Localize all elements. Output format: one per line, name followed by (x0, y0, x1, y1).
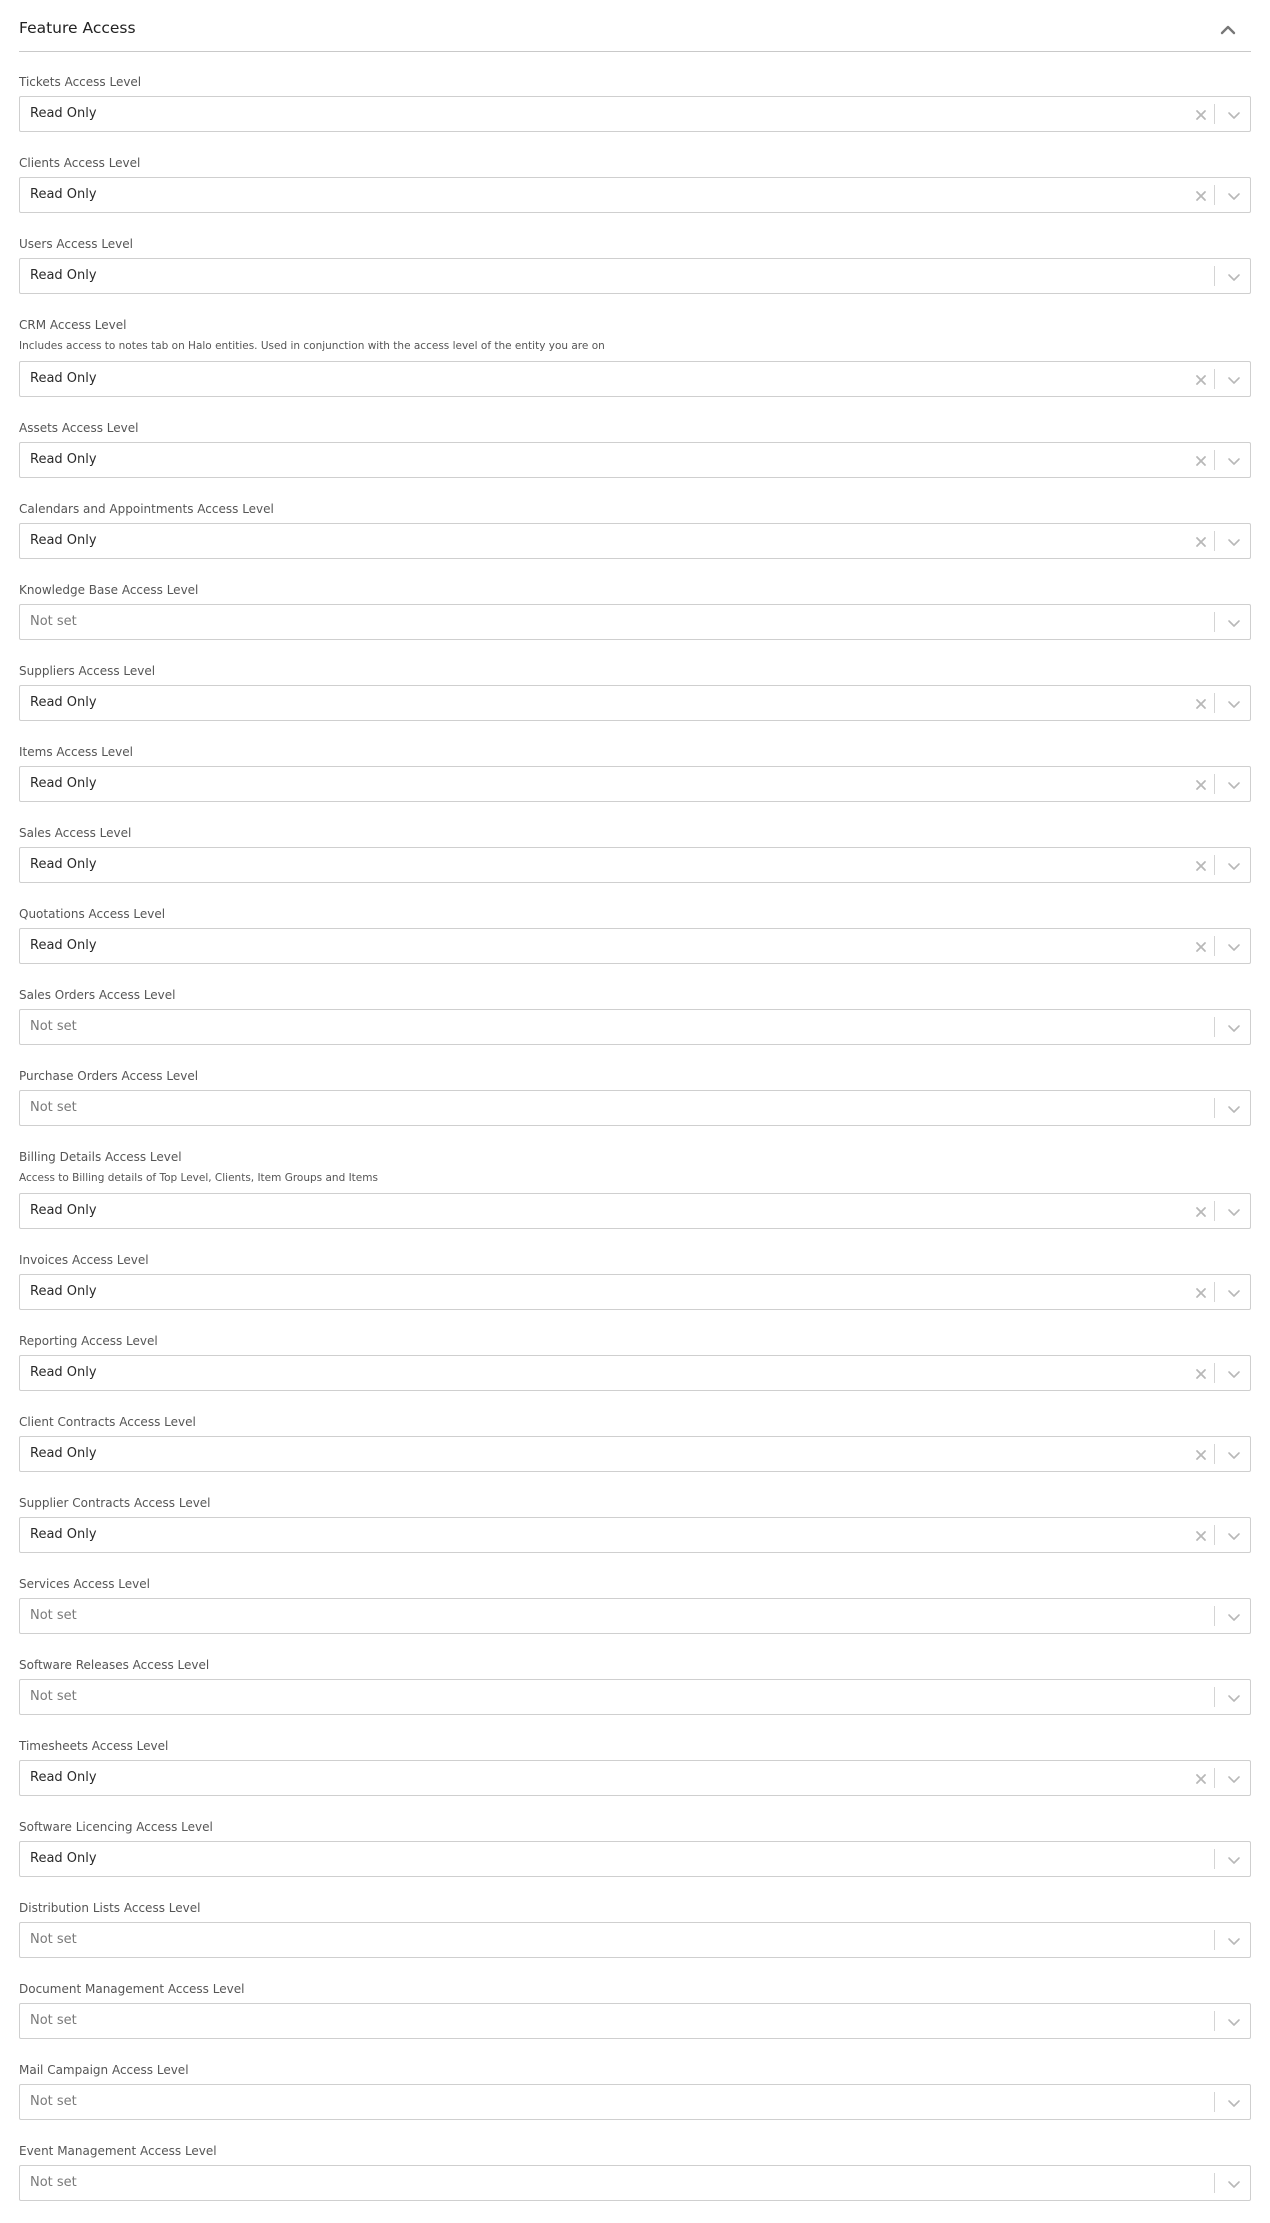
access-level-select[interactable] (19, 1679, 1251, 1715)
access-level-select[interactable] (19, 442, 1251, 478)
indicator-separator (1214, 104, 1215, 124)
field-label: Billing Details Access Level (19, 1150, 182, 1164)
field-label: Sales Orders Access Level (19, 988, 176, 1002)
field-label: Items Access Level (19, 745, 133, 759)
selected-value: Read Only (30, 1446, 97, 1461)
access-level-field-16 (19, 1311, 1251, 1392)
indicator-separator (1214, 855, 1215, 875)
indicator-separator (1214, 612, 1215, 632)
selected-value: Read Only (30, 268, 97, 283)
indicator-separator (1214, 936, 1215, 956)
field-label: Sales Access Level (19, 826, 132, 840)
selected-value: Not set (30, 1689, 77, 1704)
clear-x-icon[interactable] (1194, 372, 1208, 386)
field-label: Document Management Access Level (19, 1982, 245, 1996)
chevron-down-icon[interactable] (1226, 1020, 1242, 1034)
indicator-separator (1214, 266, 1215, 286)
access-level-select[interactable] (19, 258, 1251, 294)
access-level-select[interactable] (19, 685, 1251, 721)
field-label: Supplier Contracts Access Level (19, 1496, 211, 1510)
indicator-separator (1214, 1444, 1215, 1464)
chevron-down-icon[interactable] (1226, 107, 1242, 121)
clear-x-icon[interactable] (1194, 1204, 1208, 1218)
indicator-separator (1214, 1606, 1215, 1626)
chevron-down-icon[interactable] (1226, 1933, 1242, 1947)
field-label: Event Management Access Level (19, 2144, 217, 2158)
access-level-fields (19, 52, 1251, 2202)
access-level-field-21 (19, 1716, 1251, 1797)
access-level-field-12 (19, 965, 1251, 1046)
selected-value: Not set (30, 1019, 77, 1034)
indicator-separator (1214, 1930, 1215, 1950)
selected-value: Read Only (30, 1527, 97, 1542)
access-level-field-3 (19, 214, 1251, 295)
chevron-down-icon[interactable] (1226, 696, 1242, 710)
section-header[interactable] (19, 0, 1251, 52)
chevron-down-icon[interactable] (1226, 1366, 1242, 1380)
access-level-select[interactable] (19, 361, 1251, 397)
access-level-select[interactable] (19, 766, 1251, 802)
indicator-separator (1214, 1768, 1215, 1788)
access-level-field-13 (19, 1046, 1251, 1127)
access-level-field-14 (19, 1127, 1251, 1230)
chevron-down-icon[interactable] (1226, 269, 1242, 283)
access-level-field-8 (19, 641, 1251, 722)
selected-value: Not set (30, 1932, 77, 1947)
access-level-select[interactable] (19, 1274, 1251, 1310)
collapse-chevron-up-icon[interactable] (1217, 20, 1239, 40)
selected-value: Read Only (30, 1770, 97, 1785)
indicator-separator (1214, 1525, 1215, 1545)
indicator-separator (1214, 1201, 1215, 1221)
access-level-select[interactable] (19, 1598, 1251, 1634)
access-level-select[interactable] (19, 928, 1251, 964)
access-level-field-7 (19, 560, 1251, 641)
selected-value: Read Only (30, 106, 97, 121)
chevron-down-icon[interactable] (1226, 188, 1242, 202)
field-label: Services Access Level (19, 1577, 150, 1591)
indicator-separator (1214, 1098, 1215, 1118)
field-label: Users Access Level (19, 237, 133, 251)
access-level-field-23 (19, 1878, 1251, 1959)
access-level-select[interactable] (19, 1009, 1251, 1045)
field-label: Knowledge Base Access Level (19, 583, 199, 597)
access-level-field-9 (19, 722, 1251, 803)
selected-value: Read Only (30, 695, 97, 710)
field-label: Software Licencing Access Level (19, 1820, 213, 1834)
access-level-select[interactable] (19, 1355, 1251, 1391)
clear-x-icon[interactable] (1194, 453, 1208, 467)
clear-x-icon[interactable] (1194, 107, 1208, 121)
indicator-separator (1214, 2173, 1215, 2193)
selected-value: Not set (30, 1608, 77, 1623)
selected-value: Read Only (30, 1851, 97, 1866)
indicator-separator (1214, 2092, 1215, 2112)
chevron-down-icon[interactable] (1226, 1285, 1242, 1299)
access-level-field-20 (19, 1635, 1251, 1716)
access-level-field-25 (19, 2040, 1251, 2121)
indicator-separator (1214, 450, 1215, 470)
selected-value: Read Only (30, 1365, 97, 1380)
field-label: Purchase Orders Access Level (19, 1069, 199, 1083)
field-label: Reporting Access Level (19, 1334, 158, 1348)
indicator-separator (1214, 185, 1215, 205)
selected-value: Read Only (30, 533, 97, 548)
field-label: Mail Campaign Access Level (19, 2063, 189, 2077)
chevron-down-icon[interactable] (1226, 858, 1242, 872)
access-level-select[interactable] (19, 523, 1251, 559)
access-level-select[interactable] (19, 1193, 1251, 1229)
chevron-down-icon[interactable] (1226, 777, 1242, 791)
field-label: Clients Access Level (19, 156, 141, 170)
indicator-separator (1214, 1282, 1215, 1302)
selected-value: Read Only (30, 776, 97, 791)
indicator-separator (1214, 369, 1215, 389)
indicator-separator (1214, 1849, 1215, 1869)
access-level-field-19 (19, 1554, 1251, 1635)
chevron-down-icon[interactable] (1226, 372, 1242, 386)
access-level-field-26 (19, 2121, 1251, 2202)
access-level-select[interactable] (19, 1760, 1251, 1796)
section-title: Feature Access (19, 19, 136, 37)
access-level-select[interactable] (19, 1841, 1251, 1877)
chevron-down-icon[interactable] (1226, 1528, 1242, 1542)
chevron-down-icon[interactable] (1226, 2176, 1242, 2190)
access-level-select[interactable] (19, 177, 1251, 213)
field-label: Timesheets Access Level (19, 1739, 169, 1753)
indicator-separator (1214, 1687, 1215, 1707)
access-level-select[interactable] (19, 96, 1251, 132)
access-level-field-2 (19, 133, 1251, 214)
selected-value: Not set (30, 2094, 77, 2109)
access-level-field-6 (19, 479, 1251, 560)
chevron-down-icon[interactable] (1226, 1101, 1242, 1115)
chevron-down-icon[interactable] (1226, 1852, 1242, 1866)
access-level-select[interactable] (19, 1436, 1251, 1472)
field-label: Software Releases Access Level (19, 1658, 210, 1672)
access-level-field-24 (19, 1959, 1251, 2040)
chevron-down-icon[interactable] (1226, 1204, 1242, 1218)
access-level-field-4 (19, 295, 1251, 398)
chevron-down-icon[interactable] (1226, 1771, 1242, 1785)
indicator-separator (1214, 774, 1215, 794)
selected-value: Not set (30, 1100, 77, 1115)
access-level-field-11 (19, 884, 1251, 965)
access-level-field-5 (19, 398, 1251, 479)
selected-value: Not set (30, 2175, 77, 2190)
selected-value: Not set (30, 2013, 77, 2028)
chevron-down-icon[interactable] (1226, 615, 1242, 629)
selected-value: Read Only (30, 857, 97, 872)
clear-x-icon[interactable] (1194, 188, 1208, 202)
feature-access-panel (19, 0, 1251, 2202)
indicator-separator (1214, 2011, 1215, 2031)
field-label: Assets Access Level (19, 421, 139, 435)
access-level-select[interactable] (19, 2165, 1251, 2201)
selected-value: Read Only (30, 938, 97, 953)
chevron-down-icon[interactable] (1226, 939, 1242, 953)
clear-x-icon[interactable] (1194, 534, 1208, 548)
chevron-down-icon[interactable] (1226, 2014, 1242, 2028)
clear-x-icon[interactable] (1194, 1447, 1208, 1461)
clear-x-icon[interactable] (1194, 1771, 1208, 1785)
selected-value: Not set (30, 614, 77, 629)
field-label: Quotations Access Level (19, 907, 166, 921)
field-label: Invoices Access Level (19, 1253, 149, 1267)
selected-value: Read Only (30, 1284, 97, 1299)
access-level-select[interactable] (19, 1090, 1251, 1126)
selected-value: Read Only (30, 371, 97, 386)
chevron-down-icon[interactable] (1226, 1447, 1242, 1461)
indicator-separator (1214, 1363, 1215, 1383)
selected-value: Read Only (30, 452, 97, 467)
clear-x-icon[interactable] (1194, 777, 1208, 791)
indicator-separator (1214, 531, 1215, 551)
access-level-select[interactable] (19, 604, 1251, 640)
access-level-field-17 (19, 1392, 1251, 1473)
field-help-text: Includes access to notes tab on Halo entities. Used in conjunction with the access level of the entity you are on (19, 340, 605, 352)
selected-value: Read Only (30, 1203, 97, 1218)
field-label: Tickets Access Level (19, 75, 142, 89)
access-level-field-10 (19, 803, 1251, 884)
clear-x-icon[interactable] (1194, 858, 1208, 872)
field-help-text: Access to Billing details of Top Level, Clients, Item Groups and Items (19, 1172, 378, 1184)
field-label: Distribution Lists Access Level (19, 1901, 201, 1915)
access-level-field-1 (19, 52, 1251, 133)
clear-x-icon[interactable] (1194, 696, 1208, 710)
chevron-down-icon[interactable] (1226, 1690, 1242, 1704)
access-level-field-15 (19, 1230, 1251, 1311)
field-label: Calendars and Appointments Access Level (19, 502, 274, 516)
selected-value: Read Only (30, 187, 97, 202)
field-label: Client Contracts Access Level (19, 1415, 196, 1429)
clear-x-icon[interactable] (1194, 1285, 1208, 1299)
clear-x-icon[interactable] (1194, 939, 1208, 953)
access-level-select[interactable] (19, 2084, 1251, 2120)
access-level-field-18 (19, 1473, 1251, 1554)
access-level-select[interactable] (19, 1922, 1251, 1958)
access-level-select[interactable] (19, 1517, 1251, 1553)
chevron-down-icon[interactable] (1226, 1609, 1242, 1623)
field-label: Suppliers Access Level (19, 664, 156, 678)
indicator-separator (1214, 693, 1215, 713)
chevron-down-icon[interactable] (1226, 453, 1242, 467)
clear-x-icon[interactable] (1194, 1528, 1208, 1542)
chevron-down-icon[interactable] (1226, 2095, 1242, 2109)
access-level-select[interactable] (19, 847, 1251, 883)
access-level-field-22 (19, 1797, 1251, 1878)
indicator-separator (1214, 1017, 1215, 1037)
field-label: CRM Access Level (19, 318, 127, 332)
clear-x-icon[interactable] (1194, 1366, 1208, 1380)
chevron-down-icon[interactable] (1226, 534, 1242, 548)
access-level-select[interactable] (19, 2003, 1251, 2039)
